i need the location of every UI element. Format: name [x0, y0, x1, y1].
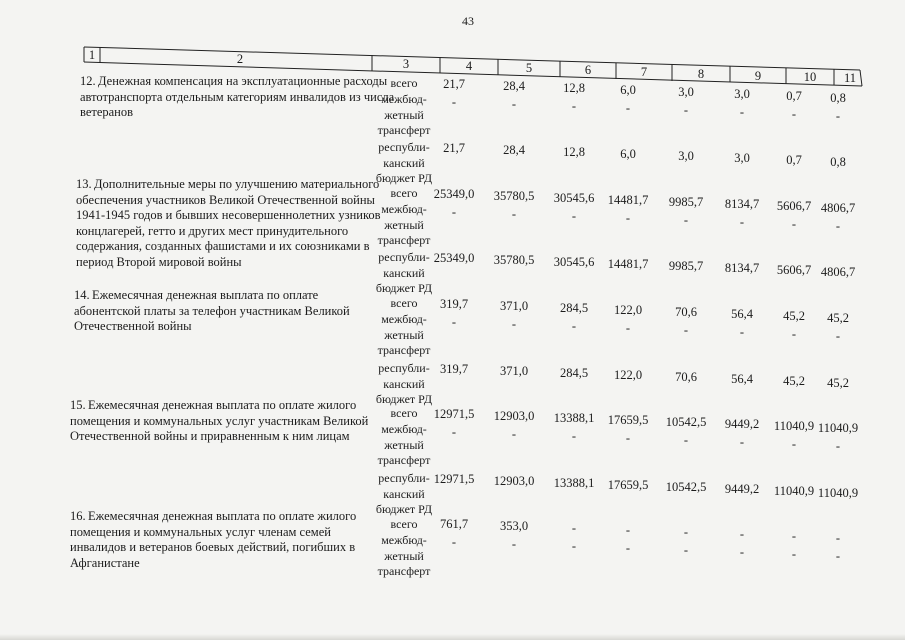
value-republican: 6,0: [620, 147, 636, 161]
value-interbudget: -: [571, 429, 577, 443]
value-republican: 17659,5: [607, 478, 649, 492]
value-total: 25349,0: [433, 187, 475, 201]
type-total: всего: [390, 186, 418, 200]
row-number: 12.: [80, 74, 96, 88]
value-republican: 3,0: [734, 151, 750, 165]
value-interbudget: -: [571, 99, 577, 113]
value-interbudget: -: [511, 427, 517, 441]
scan-edge: [0, 634, 905, 640]
value-interbudget: -: [835, 549, 841, 563]
value-total: -: [571, 521, 577, 535]
value-total: 21,7: [443, 77, 465, 91]
value-republican: 284,5: [559, 366, 589, 380]
value-interbudget: -: [625, 101, 631, 115]
value-interbudget: -: [625, 211, 631, 225]
value-interbudget: -: [835, 439, 841, 453]
value-interbudget: -: [511, 207, 517, 221]
type-republican: республи- канский бюджет РД: [375, 361, 433, 406]
value-republican: 9449,2: [724, 482, 760, 496]
value-total: 12971,5: [433, 407, 475, 421]
row-description: [70, 398, 370, 445]
header-col-5: 5: [525, 61, 533, 75]
value-republican: 12,8: [563, 145, 585, 159]
value-total: 28,4: [503, 79, 525, 93]
value-republican: 319,7: [439, 362, 469, 376]
value-total: 35780,5: [493, 189, 535, 203]
row-number: 13.: [76, 177, 92, 191]
type-interbudget: межбюд- жетный трансферт: [377, 92, 431, 137]
value-interbudget: -: [451, 535, 457, 549]
value-total: 9985,7: [668, 195, 704, 209]
value-republican: 11040,9: [773, 484, 815, 498]
type-total: всего: [390, 296, 418, 310]
header-col-1: 1: [88, 48, 96, 62]
header-col-3: 3: [402, 57, 410, 71]
value-interbudget: -: [791, 217, 797, 231]
value-total: 12903,0: [493, 409, 535, 423]
value-total: 761,7: [439, 517, 469, 531]
value-interbudget: -: [835, 219, 841, 233]
type-interbudget: межбюд- жетный трансферт: [377, 202, 431, 247]
value-total: 0,8: [830, 91, 846, 105]
value-republican: 25349,0: [433, 251, 475, 265]
value-republican: 12971,5: [433, 472, 475, 486]
value-republican: 3,0: [678, 149, 694, 163]
value-total: 70,6: [675, 305, 697, 319]
value-republican: 14481,7: [607, 257, 649, 271]
value-interbudget: -: [625, 541, 631, 555]
value-republican: 30545,6: [553, 255, 595, 269]
value-interbudget: -: [683, 323, 689, 337]
header-col-9: 9: [754, 69, 762, 83]
value-republican: 21,7: [443, 141, 465, 155]
row-text: Дополнительные меры по улучшению материального обеспечения участников Великой Отечественной войны 1941-1945 годов и бывших несовершеннолетних узников концлагерей, гетто и других мест принудительного содержания, созданных фашистами и их союзниками в период Второй мировой войны: [76, 177, 381, 269]
value-republican: 13388,1: [553, 476, 595, 490]
value-republican: 11040,9: [817, 486, 859, 500]
header-col-4: 4: [465, 59, 473, 73]
value-interbudget: -: [511, 317, 517, 331]
value-total: 11040,9: [817, 421, 859, 435]
value-interbudget: -: [739, 545, 745, 559]
value-total: 12,8: [563, 81, 585, 95]
value-total: 9449,2: [724, 417, 760, 431]
value-interbudget: -: [511, 97, 517, 111]
value-total: -: [791, 529, 797, 543]
row-description: [74, 288, 374, 335]
value-interbudget: -: [835, 329, 841, 343]
value-republican: 122,0: [613, 368, 643, 382]
value-republican: 56,4: [731, 372, 753, 386]
value-total: 3,0: [678, 85, 694, 99]
value-interbudget: -: [683, 213, 689, 227]
value-interbudget: -: [739, 325, 745, 339]
value-interbudget: -: [511, 537, 517, 551]
row-number: 15.: [70, 398, 86, 412]
value-republican: 45,2: [827, 376, 849, 390]
value-total: 319,7: [439, 297, 469, 311]
value-total: 122,0: [613, 303, 643, 317]
value-total: 353,0: [499, 519, 529, 533]
row-text: Денежная компенсация на эксплуатационные расходы автотранспорта отдельным категориям инвалидов из числа ветеранов: [80, 74, 395, 119]
type-total: всего: [390, 76, 418, 90]
value-total: 17659,5: [607, 413, 649, 427]
header-col-6: 6: [584, 63, 592, 77]
row-number: 14.: [74, 288, 90, 302]
value-republican: 371,0: [499, 364, 529, 378]
value-total: 5606,7: [776, 199, 812, 213]
value-republican: 35780,5: [493, 253, 535, 267]
value-interbudget: -: [739, 105, 745, 119]
row-text: Ежемесячная денежная выплата по оплате абонентской платы за телефон участникам Великой Отечественной войны: [74, 288, 350, 333]
value-interbudget: -: [683, 433, 689, 447]
value-total: 13388,1: [553, 411, 595, 425]
value-interbudget: -: [683, 103, 689, 117]
value-total: -: [739, 527, 745, 541]
value-total: 4806,7: [820, 201, 856, 215]
value-total: 3,0: [734, 87, 750, 101]
value-interbudget: -: [625, 321, 631, 335]
value-interbudget: -: [571, 319, 577, 333]
type-total: всего: [390, 406, 418, 420]
value-republican: 5606,7: [776, 263, 812, 277]
type-republican: республи- канский бюджет РД: [375, 140, 433, 185]
value-total: 6,0: [620, 83, 636, 97]
value-interbudget: -: [451, 95, 457, 109]
value-republican: 28,4: [503, 143, 525, 157]
value-interbudget: -: [451, 425, 457, 439]
header-col-10: 10: [803, 70, 817, 84]
value-republican: 0,7: [786, 153, 802, 167]
value-republican: 70,6: [675, 370, 697, 384]
header-col-7: 7: [640, 65, 648, 79]
value-interbudget: -: [451, 205, 457, 219]
value-total: -: [683, 525, 689, 539]
value-total: 0,7: [786, 89, 802, 103]
value-republican: 9985,7: [668, 259, 704, 273]
type-republican: республи- канский бюджет РД: [375, 250, 433, 295]
type-interbudget: межбюд- жетный трансферт: [377, 312, 431, 357]
value-interbudget: -: [571, 539, 577, 553]
value-interbudget: -: [739, 215, 745, 229]
value-total: 8134,7: [724, 197, 760, 211]
type-interbudget: межбюд- жетный трансферт: [377, 533, 431, 578]
row-text: Ежемесячная денежная выплата по оплате жилого помещения и коммунальных услуг членам семей инвалидов и ветеранов боевых действий, погибших в Афганистане: [70, 509, 357, 570]
value-total: 371,0: [499, 299, 529, 313]
value-interbudget: -: [625, 431, 631, 445]
value-interbudget: -: [683, 543, 689, 557]
row-description: [76, 177, 386, 270]
value-republican: 12903,0: [493, 474, 535, 488]
value-total: 45,2: [783, 309, 805, 323]
value-total: -: [835, 531, 841, 545]
value-total: -: [625, 523, 631, 537]
value-interbudget: -: [791, 547, 797, 561]
value-interbudget: -: [791, 437, 797, 451]
value-interbudget: -: [835, 109, 841, 123]
value-total: 11040,9: [773, 419, 815, 433]
value-interbudget: -: [451, 315, 457, 329]
header-col-11: 11: [843, 71, 857, 85]
value-interbudget: -: [791, 107, 797, 121]
value-interbudget: -: [571, 209, 577, 223]
value-republican: 8134,7: [724, 261, 760, 275]
page-number: 43: [462, 14, 474, 28]
value-total: 284,5: [559, 301, 589, 315]
value-total: 30545,6: [553, 191, 595, 205]
row-text: Ежемесячная денежная выплата по оплате жилого помещения и коммунальных услуг участникам Великой Отечественной войны и приравненным к ним лицам: [70, 398, 369, 443]
value-interbudget: -: [739, 435, 745, 449]
type-interbudget: межбюд- жетный трансферт: [377, 422, 431, 467]
value-total: 14481,7: [607, 193, 649, 207]
value-total: 10542,5: [665, 415, 707, 429]
header-col-2: 2: [236, 52, 244, 66]
type-total: всего: [390, 517, 418, 531]
value-total: 56,4: [731, 307, 753, 321]
value-republican: 0,8: [830, 155, 846, 169]
row-description: [80, 74, 400, 121]
value-republican: 45,2: [783, 374, 805, 388]
row-description: [70, 509, 370, 571]
header-col-8: 8: [697, 67, 705, 81]
value-republican: 10542,5: [665, 480, 707, 494]
type-republican: республи- канский бюджет РД: [375, 471, 433, 516]
row-number: 16.: [70, 509, 86, 523]
value-total: 45,2: [827, 311, 849, 325]
value-republican: 4806,7: [820, 265, 856, 279]
value-interbudget: -: [791, 327, 797, 341]
